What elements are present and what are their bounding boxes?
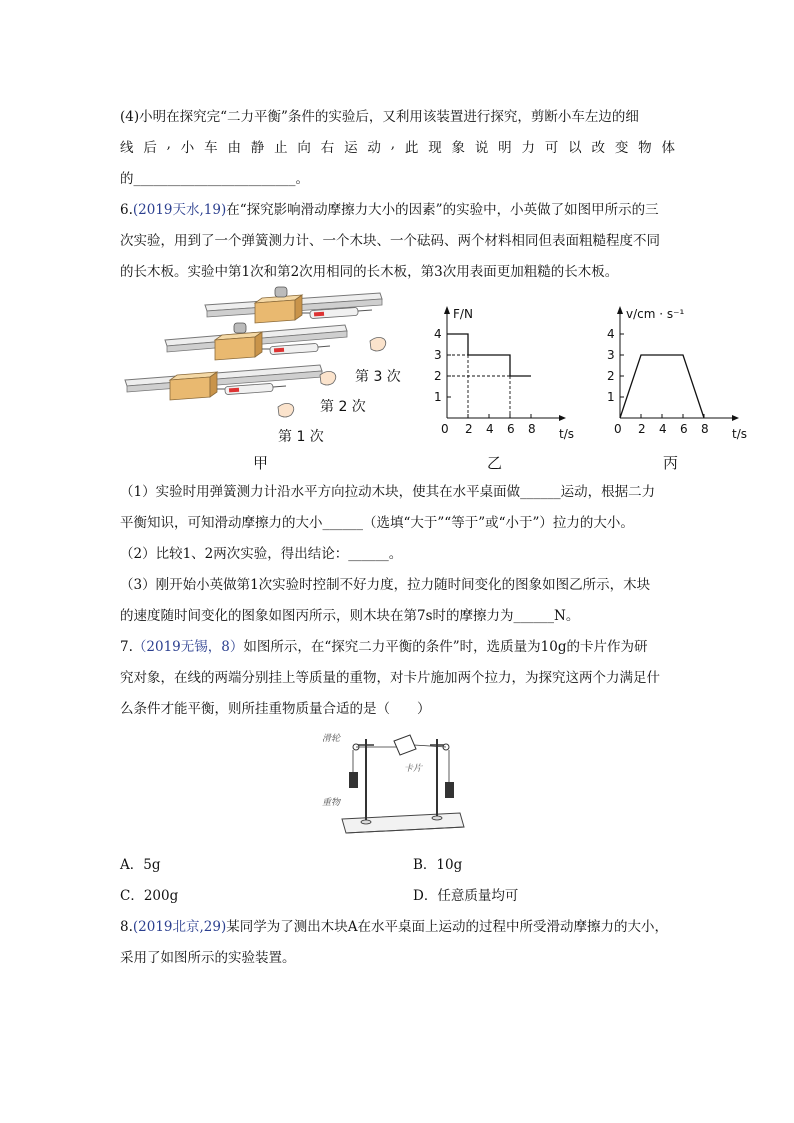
q5-line-2-char: 动	[367, 140, 381, 156]
bing-caption: 丙	[663, 454, 679, 472]
q5-line-1: (4)小明在探究完“二力平衡”条件的实验后，又利用该装置进行探究，剪断小车左边的细	[120, 109, 639, 125]
q5-line-3: 的________________________。	[120, 171, 309, 187]
jia-label-1: 第 1 次	[278, 429, 324, 445]
q5-line-2-char: 后	[143, 140, 157, 156]
pulley-label: 滑轮	[322, 734, 341, 744]
q5-line-2	[120, 136, 675, 156]
weight-label: 重物	[322, 798, 341, 808]
card	[394, 735, 416, 755]
q5-line-2-char: 线	[120, 140, 134, 156]
x-tick-label: 4	[659, 422, 667, 436]
y-tick-label: 3	[607, 348, 615, 362]
q5-line-2-char: 改	[591, 140, 605, 156]
x-tick-label: 8	[701, 422, 709, 436]
q6-sub2: （2）比较1、2两次实验，得出结论：______。	[120, 546, 403, 562]
q6-line-2: 次实验，用到了一个弹簧测力计、一个木块、一个砝码、两个材料相同但表面粗糙程度不同	[120, 233, 660, 249]
x-tick-label: 0	[441, 422, 449, 436]
jia-label-3: 第 3 次	[355, 369, 401, 385]
x-tick-label: 2	[638, 422, 646, 436]
board-1	[125, 365, 322, 392]
y-tick-label: 4	[434, 327, 442, 341]
x-axis-arrow	[559, 415, 566, 421]
figure-jia	[120, 285, 410, 445]
weight-icon	[275, 287, 287, 297]
spring-scale-1	[217, 383, 286, 394]
wood-block-2	[215, 323, 262, 360]
y-axis-label: F/N	[453, 307, 473, 321]
q8-number: 8.	[120, 919, 133, 935]
q5-line-2-char: 静	[250, 140, 265, 156]
yi-caption: 乙	[487, 454, 503, 472]
y-axis-label: v/cm · s⁻¹	[626, 307, 685, 321]
series-line	[620, 355, 704, 418]
hand-icon	[320, 371, 336, 385]
q5-line-2-char: 现	[428, 140, 442, 156]
q5-line-2-char: 体	[661, 140, 675, 156]
y-tick-label: 1	[607, 390, 615, 404]
option-d: D．任意质量均可	[413, 888, 519, 904]
x-axis-label: t/s	[559, 427, 574, 440]
q5-line-2-char: 运	[344, 140, 358, 156]
y-tick-label: 2	[434, 369, 442, 383]
q7-line-1	[120, 635, 647, 655]
q6-number: 6.	[120, 202, 133, 218]
q7-line-1-text: 如图所示，在“探究二力平衡的条件”时，选质量为10g的卡片作为研	[243, 639, 648, 655]
option-b: B．10g	[413, 857, 463, 873]
x-tick-label: 0	[614, 422, 622, 436]
jia-label-2: 第 2 次	[320, 399, 366, 415]
q7-number: 7.	[120, 639, 133, 655]
wood-block-1	[170, 372, 217, 400]
q5-line-2-char: 可	[544, 140, 559, 156]
q5-line-2-char: 止	[274, 140, 288, 156]
chart-yi	[425, 300, 585, 440]
option-c: C．200g	[120, 888, 179, 904]
q5-line-2-char: 变	[614, 140, 629, 156]
y-axis-arrow	[444, 306, 450, 314]
q8-line-1	[120, 915, 668, 935]
x-tick-label: 6	[507, 422, 515, 436]
q6-sub3-line-a: （3）刚开始小英做第1次实验时控制不好力度，拉力随时间变化的图象如图乙所示，木块	[120, 577, 651, 593]
q6-line-3: 的长木板。实验中第1次和第2次用相同的长木板，第3次用表面更加粗糙的长木板。	[120, 264, 619, 280]
q6-sub1-line-b: 平衡知识，可知滑动摩擦力的大小______（选填“大于”“等于”或“小于”）拉力的大小。	[120, 515, 634, 531]
right-weight	[445, 782, 454, 798]
q6-line-1	[120, 198, 659, 218]
q5-line-2-char: 右	[320, 140, 335, 156]
q6-sub3-line-b: 的速度随时间变化的图象如图丙所示，则木块在第7s时的摩擦力为______N。	[120, 608, 580, 624]
x-tick-label: 6	[680, 422, 688, 436]
y-tick-label: 3	[434, 348, 442, 362]
q6-line-1-text: 在“探究影响滑动摩擦力大小的因素”的实验中，小英做了如图甲所示的三	[226, 202, 659, 218]
card-label: 卡片	[404, 764, 423, 774]
x-tick-label: 4	[486, 422, 494, 436]
weight-icon	[234, 323, 246, 333]
hand-icon	[370, 337, 386, 351]
q6-sub1-line-a: （1）实验时用弹簧测力计沿水平方向拉动木块，使其在水平桌面做______运动，根据二力	[120, 484, 656, 500]
q7-source: （2019无锡，8）	[132, 639, 244, 655]
q8-line-2: 采用了如图所示的实验装置。	[120, 950, 296, 966]
y-tick-label: 2	[607, 369, 615, 383]
q6-source: (2019天水,19)	[132, 202, 227, 218]
q5-line-2-char: 以	[568, 140, 582, 156]
y-tick-label: 4	[607, 327, 615, 341]
x-tick-label: 8	[528, 422, 536, 436]
q5-line-2-char: 向	[297, 140, 311, 156]
spring-scale-2	[262, 343, 330, 354]
left-weight	[349, 772, 358, 788]
q5-line-2-char: 象	[451, 140, 466, 156]
q7-line-3: 么条件才能平衡，则所挂重物质量合适的是（ ）	[120, 701, 431, 717]
jia-caption: 甲	[253, 454, 269, 472]
x-axis-label: t/s	[732, 427, 747, 440]
q5-line-2-char: 小	[180, 140, 195, 156]
y-axis-arrow	[617, 306, 623, 314]
y-tick-label: 1	[434, 390, 442, 404]
figure-q7-apparatus	[322, 727, 472, 837]
option-a: A．5g	[120, 857, 161, 873]
chart-bing	[598, 300, 758, 440]
hand-icon	[278, 403, 294, 417]
q5-line-2-char: 车	[204, 140, 218, 156]
q8-line-1-text: 某同学为了测出木块A在水平桌面上运动的过程中所受滑动摩擦力的大小，	[226, 919, 669, 935]
x-axis-arrow	[732, 415, 739, 421]
q5-line-2-char: 物	[638, 140, 652, 156]
q5-line-2-char: 此	[404, 140, 419, 156]
q7-line-2: 究对象，在线的两端分别挂上等质量的重物，对卡片施加两个拉力，为探究这两个力满足什	[120, 670, 660, 686]
q5-line-2-char: ,	[390, 136, 396, 152]
wood-block-3	[255, 287, 302, 323]
q5-line-2-char: 明	[498, 140, 512, 156]
q5-line-2-char: ,	[166, 136, 171, 152]
q5-line-2-char: 说	[474, 140, 489, 156]
q5-line-2-char: 由	[227, 140, 241, 156]
q5-line-2-char: 力	[521, 140, 535, 156]
q8-source: (2019北京,29)	[132, 919, 227, 935]
x-tick-label: 2	[465, 422, 473, 436]
